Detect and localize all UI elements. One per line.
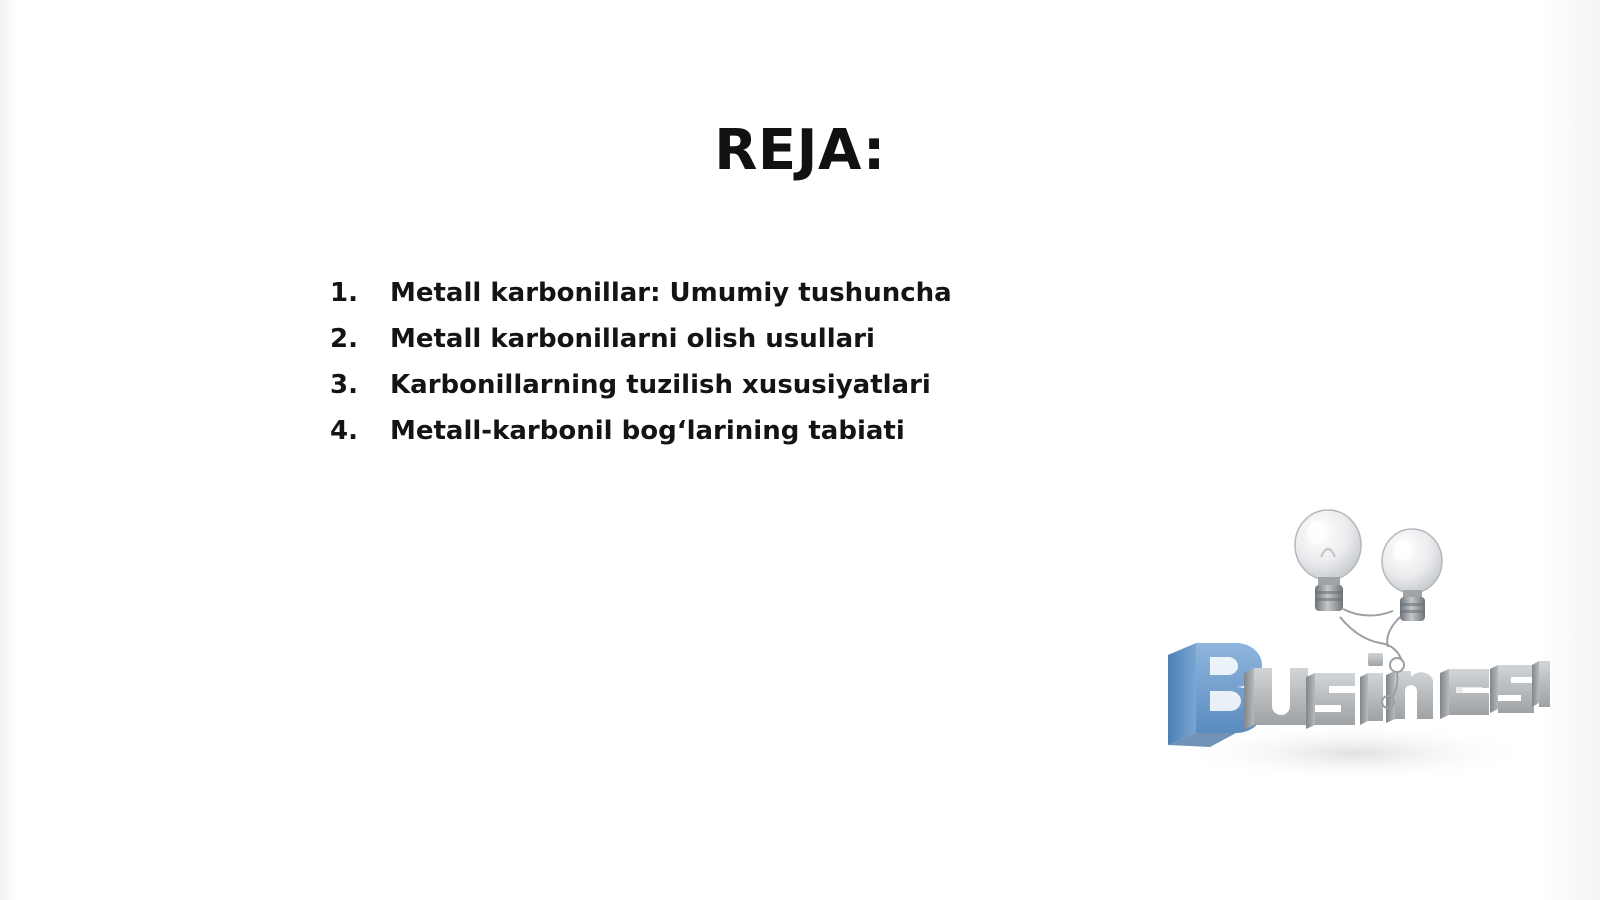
page-title: REJA: [714, 117, 886, 183]
plan-list [330, 278, 1230, 462]
list-item-label: Metall-karbonil bog‘larining tabiati [390, 416, 905, 446]
list-item-number: 4. [330, 416, 358, 446]
list-item-label: Karbonillarning tuzilish xususiyatlari [390, 370, 931, 400]
list-item [330, 278, 1230, 308]
list-item-label: Metall karbonillar: Umumiy tushuncha [390, 278, 952, 308]
list-item [330, 416, 1230, 446]
business-3d-lightbulbs-image [1150, 505, 1550, 795]
list-item-number: 2. [330, 324, 358, 354]
lightbulb-right [1382, 529, 1442, 621]
list-item [330, 324, 1230, 354]
list-item-number: 1. [330, 278, 358, 308]
lightbulb-left [1295, 510, 1361, 611]
list-item [330, 370, 1230, 400]
list-item-number: 3. [330, 370, 358, 400]
list-item-label: Metall karbonillarni olish usullari [390, 324, 875, 354]
